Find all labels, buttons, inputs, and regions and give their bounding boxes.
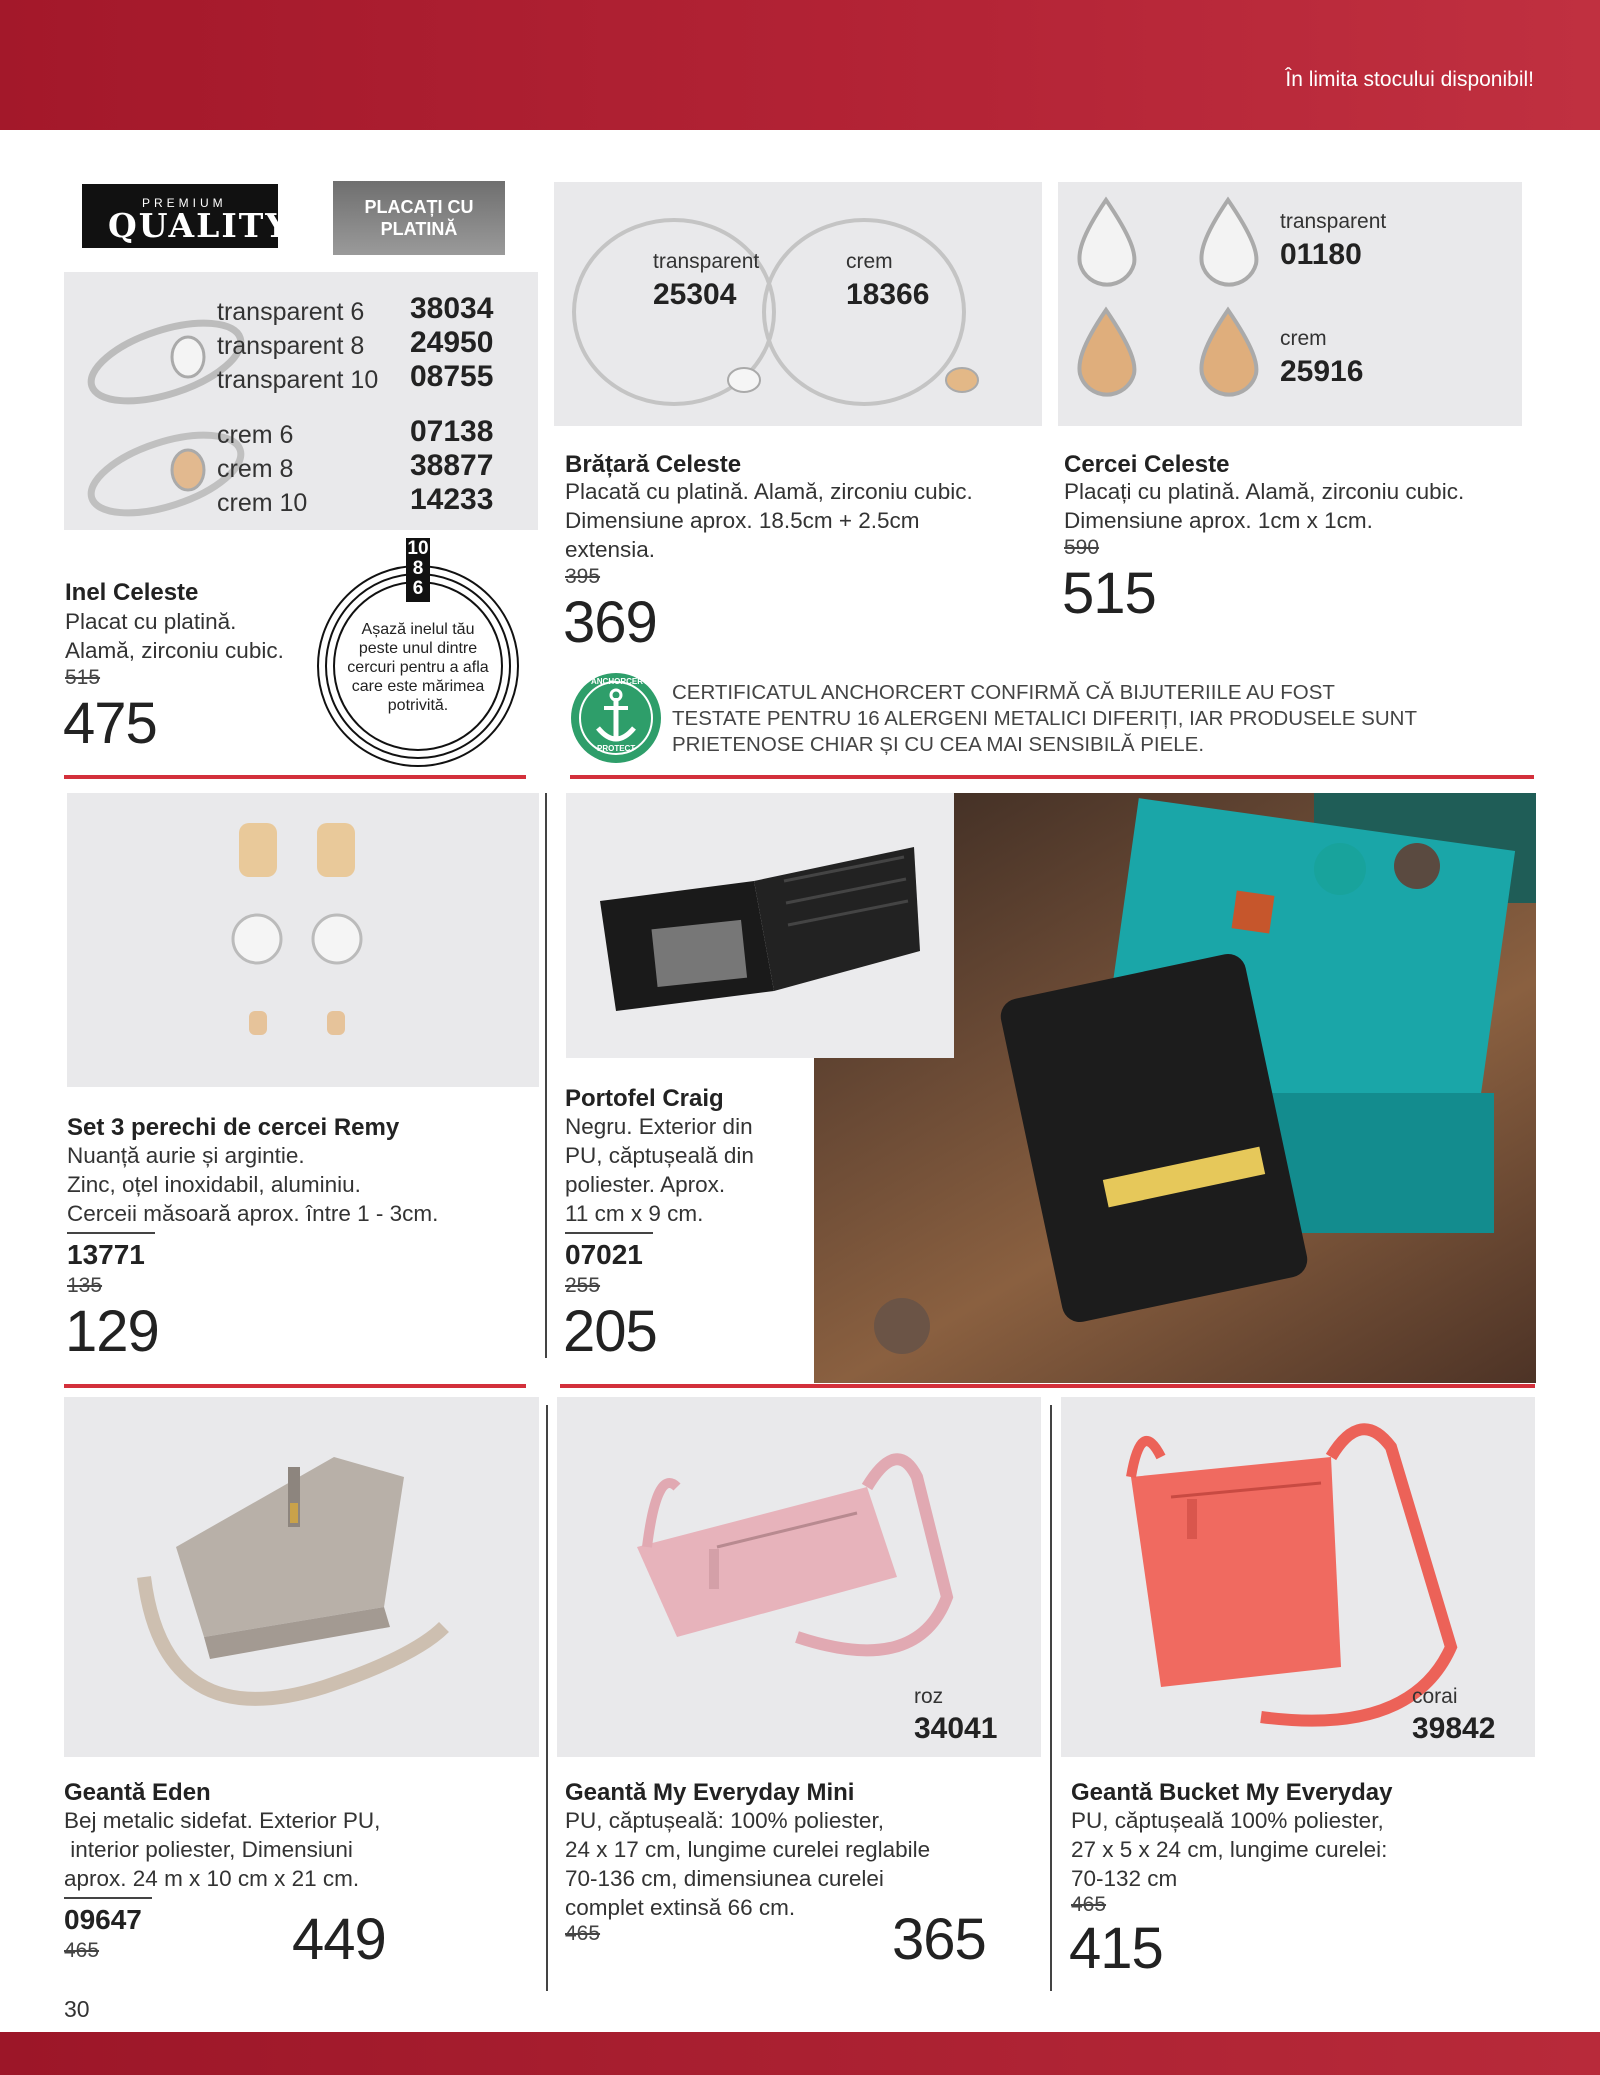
divider-vertical-2 xyxy=(546,1405,548,1991)
earrings-desc-1: Placați cu platină. Alamă, zirconiu cubic. xyxy=(1064,479,1465,504)
bracelet-variant-code-1: 25304 xyxy=(653,278,737,311)
plated-badge-text: PLACAȚI CU PLATINĂ xyxy=(364,197,474,239)
remy-old-price: 135 xyxy=(67,1274,103,1297)
remy-image-panel xyxy=(67,793,539,1087)
ring-code-4: 07138 xyxy=(410,415,494,448)
ring-code-label-1: transparent 6 xyxy=(217,298,365,326)
remy-price: 129 xyxy=(65,1299,159,1364)
earrings-variant-label-2: crem xyxy=(1280,327,1327,350)
ring-price: 475 xyxy=(63,691,157,756)
remy-desc-1: Nuanță aurie și argintie. xyxy=(67,1143,305,1168)
sizer-size-6: 6 xyxy=(412,578,424,599)
earrings-title: Cercei Celeste xyxy=(1064,451,1230,478)
earrings-variant-code-1: 01180 xyxy=(1280,238,1362,271)
bucket-title: Geantă Bucket My Everyday xyxy=(1071,1779,1393,1806)
wallet-price: 205 xyxy=(563,1299,657,1364)
wallet-desc-1: Negru. Exterior din xyxy=(565,1114,753,1139)
wallet-desc-4: 11 cm x 9 cm. xyxy=(565,1201,704,1226)
bucket-old-price: 465 xyxy=(1071,1893,1107,1916)
ring-code-1: 38034 xyxy=(410,292,494,325)
earrings-old-price: 590 xyxy=(1064,536,1100,559)
ring-code-label-3: transparent 10 xyxy=(217,366,379,394)
bucket-desc-1: PU, căptușeală 100% poliester, xyxy=(1071,1808,1384,1833)
eden-desc-1: Bej metalic sidefat. Exterior PU, xyxy=(64,1808,381,1833)
footer-band xyxy=(0,2032,1600,2075)
page-number: 30 xyxy=(64,1996,90,2022)
logo-big-text: QUALITY xyxy=(108,206,291,245)
plated-badge xyxy=(333,181,505,255)
bucket-desc-2: 27 x 5 x 24 cm, lungime curelei: xyxy=(1071,1837,1388,1862)
ring-code-label-5: crem 8 xyxy=(217,455,294,483)
bucket-price: 415 xyxy=(1069,1916,1163,1981)
wallet-code: 07021 xyxy=(565,1239,643,1270)
remy-code-rule xyxy=(67,1232,155,1234)
eden-desc-3: aprox. 24 m x 10 cm x 21 cm. xyxy=(64,1866,360,1891)
bracelet-image-panel xyxy=(554,182,1042,426)
divider-vertical-1 xyxy=(545,793,547,1358)
eden-bag-illustration xyxy=(124,1437,504,1737)
earrings-illustration xyxy=(1068,192,1268,422)
eden-title: Geantă Eden xyxy=(64,1779,211,1806)
earrings-price: 515 xyxy=(1062,561,1156,626)
ring-code-6: 14233 xyxy=(410,483,494,516)
ring-desc-2: Alamă, zirconiu cubic. xyxy=(65,638,284,663)
divider-wallet xyxy=(560,1384,1535,1388)
mini-title: Geantă My Everyday Mini xyxy=(565,1779,855,1806)
earrings-desc-2: Dimensiune aprox. 1cm x 1cm. xyxy=(1064,508,1373,533)
mini-desc-1: PU, căptușeală: 100% poliester, xyxy=(565,1808,884,1833)
anchorcert-logo-top: ANCHORCERT xyxy=(591,677,648,686)
ring-title: Inel Celeste xyxy=(65,579,199,606)
mini-variant-code: 34041 xyxy=(914,1712,998,1745)
certificate-line-3: PRIETENOSE CHIAR ȘI CU CEA MAI SENSIBILĂ PIELE. xyxy=(672,733,1205,756)
ring-code-label-2: transparent 8 xyxy=(217,332,365,360)
ring-sizer-sizes xyxy=(406,539,430,599)
mini-image-panel xyxy=(557,1397,1041,1757)
certificate-line-1: CERTIFICATUL ANCHORCERT CONFIRMĂ CĂ BIJUTERIILE AU FOST xyxy=(672,681,1335,704)
wallet-desc-3: poliester. Aprox. xyxy=(565,1172,726,1197)
certificate-text xyxy=(672,680,1417,758)
divider-jewelry xyxy=(570,775,1534,779)
bucket-variant-label: corai xyxy=(1412,1685,1458,1708)
stock-note: În limita stocului disponibil! xyxy=(1285,68,1534,91)
remy-desc-3: Cerceii măsoară aprox. între 1 - 3cm. xyxy=(67,1201,439,1226)
ring-code-5: 38877 xyxy=(410,449,494,482)
mini-bag-illustration xyxy=(617,1437,997,1727)
eden-desc-2: interior poliester, Dimensiuni xyxy=(64,1837,353,1862)
bracelet-desc-1: Placată cu platină. Alamă, zirconiu cubic. xyxy=(565,479,973,504)
bucket-image-panel xyxy=(1061,1397,1535,1757)
bronze-ornament-1 xyxy=(1394,843,1440,889)
remy-desc-2: Zinc, oțel inoxidabil, aluminiu. xyxy=(67,1172,361,1197)
bracelet-variant-code-2: 18366 xyxy=(846,278,930,311)
wallet-old-price: 255 xyxy=(565,1274,601,1297)
eden-image-panel xyxy=(64,1397,539,1757)
bracelet-desc-3: extensia. xyxy=(565,537,656,562)
bucket-variant-code: 39842 xyxy=(1412,1712,1496,1745)
bucket-desc-3: 70-132 cm xyxy=(1071,1866,1178,1891)
ring-sizer-text: Așază inelul tău peste unul dintre cercuri pentru a afla care este mărimea potrivită. xyxy=(347,621,489,714)
bronze-ornament-2 xyxy=(874,1298,930,1354)
bracelet-variant-label-2: crem xyxy=(846,250,893,273)
eden-code: 09647 xyxy=(64,1904,142,1935)
wallet-illustration xyxy=(594,841,934,1011)
bracelet-old-price: 395 xyxy=(565,565,601,588)
box-brand-square xyxy=(1232,891,1275,934)
bracelet-desc-2: Dimensiune aprox. 18.5cm + 2.5cm xyxy=(565,508,920,533)
wallet-code-rule xyxy=(565,1232,653,1234)
earrings-variant-code-2: 25916 xyxy=(1280,355,1364,388)
ring-old-price: 515 xyxy=(65,666,101,689)
mini-desc-4: complet extinsă 66 cm. xyxy=(565,1895,796,1920)
certificate-line-2: TESTATE PENTRU 16 ALERGENI METALICI DIFERIȚI, IAR PRODUSELE SUNT xyxy=(672,707,1417,730)
header-band xyxy=(0,0,1600,130)
bracelet-title: Brățară Celeste xyxy=(565,451,742,478)
mini-price: 365 xyxy=(892,1907,986,1972)
premium-quality-logo xyxy=(82,184,291,248)
eden-price: 449 xyxy=(292,1907,386,1972)
wallet-title: Portofel Craig xyxy=(565,1085,724,1112)
mini-desc-3: 70-136 cm, dimensiunea curelei xyxy=(565,1866,884,1891)
bracelet-price: 369 xyxy=(563,590,657,655)
ring-code-label-6: crem 10 xyxy=(217,489,308,517)
mini-desc-2: 24 x 17 cm, lungime curelei reglabile xyxy=(565,1837,931,1862)
divider-ring xyxy=(64,775,526,779)
sizer-size-8: 8 xyxy=(412,558,424,579)
eden-code-rule xyxy=(64,1897,152,1899)
remy-illustration xyxy=(227,823,387,1063)
bracelet-illustration xyxy=(564,202,1034,422)
ring-code-label-4: crem 6 xyxy=(217,421,294,449)
mini-old-price: 465 xyxy=(565,1922,601,1945)
wallet-desc-2: PU, căptușeală din xyxy=(565,1143,754,1168)
eden-old-price: 465 xyxy=(64,1939,100,1962)
divider-remy xyxy=(64,1384,526,1388)
ring-desc-1: Placat cu platină. xyxy=(65,609,237,634)
ring-code-3: 08755 xyxy=(410,360,494,393)
remy-title: Set 3 perechi de cercei Remy xyxy=(67,1114,400,1141)
divider-vertical-3 xyxy=(1050,1405,1052,1991)
earrings-variant-label-1: transparent xyxy=(1280,210,1387,233)
ring-code-2: 24950 xyxy=(410,326,494,359)
logo-small-text: PREMIUM xyxy=(142,196,227,210)
teal-ornament xyxy=(1314,843,1366,895)
sizer-size-10: 10 xyxy=(407,538,429,559)
anchorcert-logo-bottom: PROTECT xyxy=(597,744,636,753)
wallet-image-panel xyxy=(566,793,954,1058)
mini-variant-label: roz xyxy=(914,1685,944,1708)
bracelet-variant-label-1: transparent xyxy=(653,250,760,273)
remy-code: 13771 xyxy=(67,1239,145,1270)
